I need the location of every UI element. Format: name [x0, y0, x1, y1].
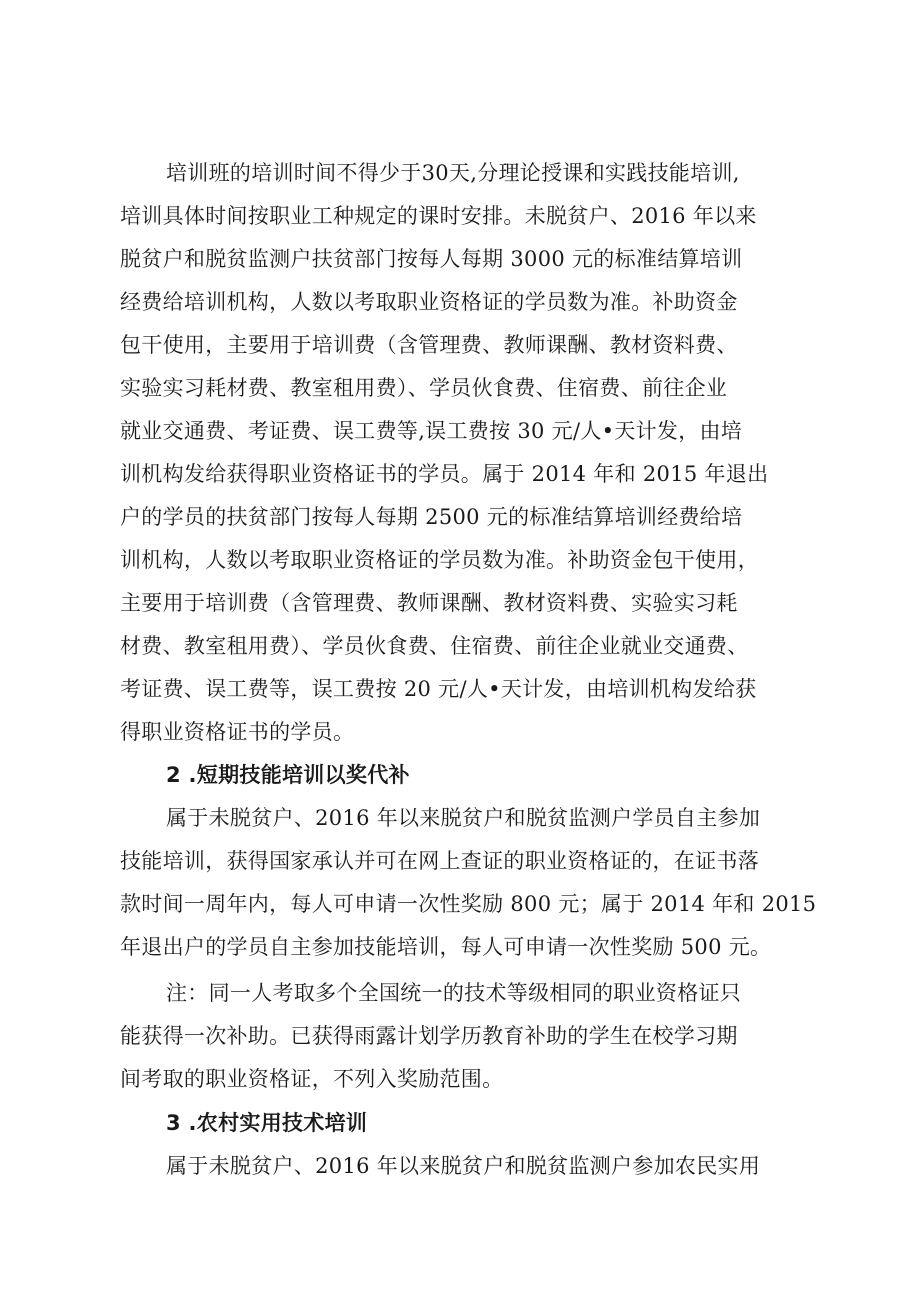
paragraph-line: 年退出户的学员自主参加技能培训，每人可申请一次性奖励 500 元。: [120, 935, 772, 959]
paragraph-line: 考证费、误工费等，误工费按 20 元/人•天计发，由培训机构发给获: [120, 677, 757, 701]
note-line: 间考取的职业资格证，不列入奖励范围。: [120, 1067, 504, 1091]
section-heading-3: 3 .农村实用技术培训: [166, 1111, 368, 1135]
paragraph-line: 包干使用，主要用于培训费（含管理费、教师课酬、教材资料费、: [120, 333, 738, 357]
paragraph-line: 主要用于培训费（含管理费、教师课酬、教材资料费、实验实习耗: [120, 591, 738, 615]
paragraph-line: 脱贫户和脱贫监测户扶贫部门按每人每期 3000 元的标准结算培训: [120, 247, 743, 271]
paragraph-line: 训机构，人数以考取职业资格证的学员数为准。补助资金包干使用，: [120, 548, 759, 572]
paragraph-line: 实验实习耗材费、教室租用费）、学员伙食费、住宿费、前往企业: [120, 376, 728, 400]
paragraph-line: 户的学员的扶贫部门按每人每期 2500 元的标准结算培训经费给培: [120, 505, 743, 529]
paragraph-line: 经费给培训机构，人数以考取职业资格证的学员数为准。补助资金: [120, 290, 738, 314]
paragraph-line: 得职业资格证书的学员。: [120, 720, 355, 744]
paragraph-line: 材费、教室租用费）、学员伙食费、住宿费、前往企业就业交通费、: [120, 634, 749, 658]
paragraph-line: 训机构发给获得职业资格证书的学员。属于 2014 年和 2015 年退出: [120, 462, 769, 486]
paragraph-line: 技能培训，获得国家承认并可在网上查证的职业资格证的，在证书落: [120, 849, 759, 873]
note-line: 注：同一人考取多个全国统一的技术等级相同的职业资格证只: [166, 981, 742, 1005]
paragraph-line: 属于未脱贫户、2016 年以来脱贫户和脱贫监测户参加农民实用: [166, 1154, 761, 1178]
paragraph-line: 款时间一周年内，每人可申请一次性奖励 800 元；属于 2014 年和 2015: [120, 892, 817, 916]
note-line: 能获得一次补助。已获得雨露计划学历教育补助的学生在校学习期: [120, 1024, 738, 1048]
paragraph-line: 培训具体时间按职业工种规定的课时安排。未脱贫户、2016 年以来: [120, 204, 757, 228]
paragraph-line: 培训班的培训时间不得少于30天,分理论授课和实践技能培训,: [166, 161, 740, 185]
section-heading-2: 2 .短期技能培训以奖代补: [166, 763, 410, 787]
paragraph-line: 就业交通费、考证费、误工费等,误工费按 30 元/人•天计发，由培: [120, 419, 743, 443]
paragraph-line: 属于未脱贫户、2016 年以来脱贫户和脱贫监测户学员自主参加: [166, 806, 761, 830]
